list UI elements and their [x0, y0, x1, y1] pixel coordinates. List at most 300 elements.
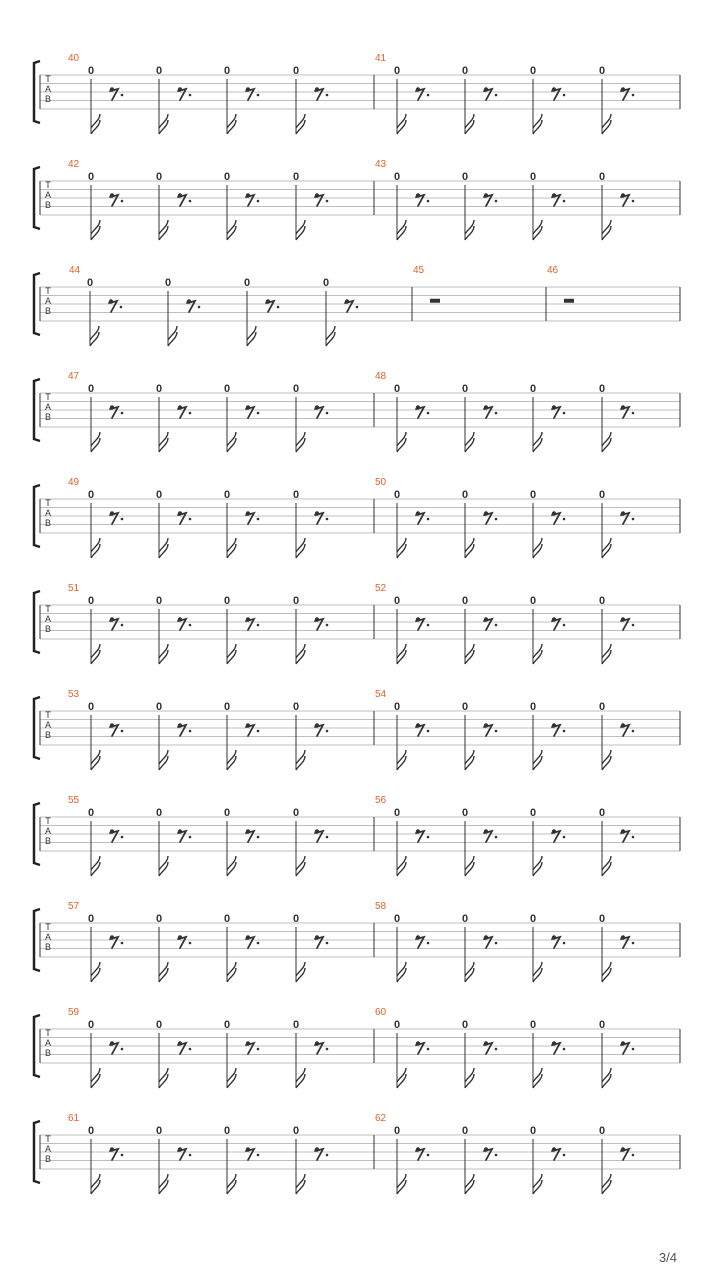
rest-stem — [416, 937, 424, 948]
fret-number: 0 — [155, 1019, 163, 1031]
rest-dot — [427, 1154, 430, 1157]
rest-stem — [484, 1043, 492, 1054]
note-flag — [296, 220, 305, 234]
rest-dot — [427, 200, 430, 203]
note-flag — [296, 538, 305, 552]
system-bracket — [34, 1121, 40, 1183]
rest-dot — [189, 730, 192, 733]
measure — [68, 689, 374, 770]
rest-dot — [632, 624, 635, 627]
tab-clef-letter: T — [45, 1134, 51, 1144]
note-flag — [326, 326, 335, 340]
whole-rest — [430, 299, 440, 303]
fret-number: 0 — [87, 1125, 95, 1137]
note-flag — [227, 1068, 236, 1082]
system-bracket — [34, 379, 40, 441]
rest-stem — [621, 407, 629, 418]
measure — [375, 53, 680, 134]
rest-dot — [121, 94, 124, 97]
rest-stem — [416, 1149, 424, 1160]
measure — [375, 795, 680, 876]
rest-stem — [552, 619, 560, 630]
fret-number: 0 — [461, 489, 469, 501]
fret-number: 0 — [155, 65, 163, 77]
tab-clef-letter: T — [45, 816, 51, 826]
tab-clef-letter: T — [45, 604, 51, 614]
tab-clef-letter: B — [44, 94, 52, 104]
rest-stem — [178, 1149, 186, 1160]
fret-number: 0 — [461, 1019, 469, 1031]
note-flag — [533, 962, 542, 976]
fret-number: 0 — [393, 807, 401, 819]
tab-clef-letter: T — [45, 74, 51, 84]
note-flag — [296, 1174, 305, 1188]
note-flag — [465, 962, 474, 976]
rest-stem — [552, 1043, 560, 1054]
note-flag — [533, 750, 542, 764]
tab-clef-letter: T — [45, 286, 51, 296]
rest-dot — [427, 942, 430, 945]
rest-dot — [356, 306, 359, 309]
note-flag — [90, 326, 99, 340]
rest-stem — [315, 937, 323, 948]
note-flag — [397, 856, 406, 870]
tab-clef-letter: A — [44, 614, 52, 624]
rest-dot — [563, 200, 566, 203]
note-flag — [159, 1174, 168, 1188]
measure — [375, 159, 680, 240]
rest-stem — [266, 301, 274, 312]
staff-system — [34, 689, 680, 770]
note-flag — [159, 1068, 168, 1082]
rest-dot — [495, 836, 498, 839]
rest-stem — [416, 513, 424, 524]
rest-stem — [110, 1043, 118, 1054]
rest-stem — [416, 1043, 424, 1054]
fret-number: 0 — [155, 913, 163, 925]
rest-dot — [326, 94, 329, 97]
tab-clef-letter: T — [45, 498, 51, 508]
system-bracket — [34, 273, 40, 335]
rest-stem — [416, 407, 424, 418]
measure-number: 60 — [375, 1007, 387, 1018]
rest-stem — [484, 1149, 492, 1160]
note-flag — [602, 856, 611, 870]
rest-dot — [121, 730, 124, 733]
rest-dot — [121, 200, 124, 203]
note-flag — [227, 644, 236, 658]
fret-number: 0 — [155, 171, 163, 183]
fret-number: 0 — [292, 807, 300, 819]
rest-dot — [427, 518, 430, 521]
rest-stem — [110, 1149, 118, 1160]
system-bracket — [34, 1015, 40, 1077]
page-number: 3/4 — [658, 1250, 677, 1265]
rest-dot — [326, 518, 329, 521]
rest-dot — [632, 518, 635, 521]
note-flag — [602, 644, 611, 658]
tab-clef-letter: T — [45, 922, 51, 932]
rest-stem — [552, 831, 560, 842]
rest-stem — [416, 725, 424, 736]
measure-number: 43 — [375, 159, 387, 170]
system-bracket — [34, 591, 40, 653]
rest-dot — [427, 412, 430, 415]
note-flag — [227, 538, 236, 552]
rest-stem — [315, 725, 323, 736]
rest-dot — [495, 942, 498, 945]
rest-stem — [246, 831, 254, 842]
fret-number: 0 — [393, 65, 401, 77]
note-flag — [397, 750, 406, 764]
rest-stem — [178, 725, 186, 736]
system-bracket — [34, 697, 40, 759]
rest-dot — [326, 1154, 329, 1157]
rest-stem — [621, 89, 629, 100]
fret-number: 0 — [529, 807, 537, 819]
rest-stem — [246, 513, 254, 524]
rest-dot — [257, 836, 260, 839]
fret-number: 0 — [223, 1125, 231, 1137]
rest-dot — [121, 624, 124, 627]
fret-number: 0 — [598, 489, 606, 501]
rest-stem — [315, 831, 323, 842]
note-flag — [159, 962, 168, 976]
system-bracket — [34, 61, 40, 123]
measure — [375, 477, 680, 558]
note-flag — [296, 962, 305, 976]
rest-stem — [621, 937, 629, 948]
rest-dot — [257, 942, 260, 945]
rest-dot — [427, 1048, 430, 1051]
measure — [68, 795, 374, 876]
note-flag — [465, 856, 474, 870]
rest-stem — [178, 619, 186, 630]
note-flag — [533, 1068, 542, 1082]
fret-number: 0 — [393, 383, 401, 395]
rest-stem — [484, 195, 492, 206]
rest-dot — [189, 94, 192, 97]
rest-stem — [246, 1043, 254, 1054]
note-flag — [397, 1068, 406, 1082]
rest-stem — [110, 725, 118, 736]
tab-clef-letter: A — [44, 932, 52, 942]
measure-number: 52 — [375, 583, 387, 594]
fret-number: 0 — [393, 489, 401, 501]
note-flag — [602, 750, 611, 764]
fret-number: 0 — [87, 595, 95, 607]
rest-stem — [246, 89, 254, 100]
fret-number: 0 — [223, 65, 231, 77]
rest-stem — [315, 89, 323, 100]
fret-number: 0 — [87, 807, 95, 819]
rest-dot — [257, 200, 260, 203]
note-flag — [159, 432, 168, 446]
measure-number: 50 — [375, 477, 387, 488]
fret-number: 0 — [155, 489, 163, 501]
tab-clef-letter: B — [44, 730, 52, 740]
fret-number: 0 — [155, 807, 163, 819]
measure-number: 53 — [68, 689, 80, 700]
rest-stem — [315, 1043, 323, 1054]
measure — [69, 265, 412, 346]
rest-dot — [495, 1154, 498, 1157]
rest-stem — [178, 1043, 186, 1054]
fret-number: 0 — [529, 595, 537, 607]
measure-number: 42 — [68, 159, 80, 170]
rest-stem — [178, 89, 186, 100]
rest-dot — [427, 624, 430, 627]
rest-stem — [552, 407, 560, 418]
rest-stem — [246, 937, 254, 948]
rest-stem — [416, 619, 424, 630]
tab-clef-letter: T — [45, 392, 51, 402]
measure-number: 59 — [68, 1007, 80, 1018]
fret-number: 0 — [86, 277, 94, 289]
measure — [375, 1007, 680, 1088]
rest-dot — [257, 624, 260, 627]
rest-stem — [552, 89, 560, 100]
measure — [375, 371, 680, 452]
rest-stem — [246, 195, 254, 206]
tab-clef-letter: A — [44, 1038, 52, 1048]
rest-dot — [121, 1154, 124, 1157]
rest-dot — [632, 200, 635, 203]
fret-number: 0 — [155, 1125, 163, 1137]
measure — [68, 477, 374, 558]
note-flag — [296, 114, 305, 128]
note-flag — [397, 432, 406, 446]
fret-number: 0 — [393, 1019, 401, 1031]
tab-clef-letter: A — [44, 190, 52, 200]
fret-number: 0 — [393, 913, 401, 925]
note-flag — [602, 962, 611, 976]
measure-number: 57 — [68, 901, 80, 912]
rest-dot — [326, 1048, 329, 1051]
measure-number: 51 — [68, 583, 80, 594]
fret-number: 0 — [393, 701, 401, 713]
rest-stem — [416, 195, 424, 206]
fret-number: 0 — [322, 277, 330, 289]
note-flag — [602, 432, 611, 446]
rest-stem — [621, 195, 629, 206]
fret-number: 0 — [529, 1125, 537, 1137]
rest-stem — [315, 407, 323, 418]
note-flag — [91, 432, 100, 446]
fret-number: 0 — [292, 913, 300, 925]
measure-number: 44 — [69, 265, 81, 276]
rest-stem — [621, 725, 629, 736]
rest-stem — [315, 619, 323, 630]
rest-stem — [484, 407, 492, 418]
rest-dot — [632, 836, 635, 839]
fret-number: 0 — [529, 1019, 537, 1031]
fret-number: 0 — [598, 807, 606, 819]
rest-dot — [563, 730, 566, 733]
tab-clef-letter: B — [44, 306, 52, 316]
measure-number: 58 — [375, 901, 387, 912]
rest-dot — [257, 1154, 260, 1157]
rest-dot — [277, 306, 280, 309]
measure — [68, 901, 374, 982]
fret-number: 0 — [529, 913, 537, 925]
note-flag — [159, 644, 168, 658]
fret-number: 0 — [223, 807, 231, 819]
rest-dot — [495, 518, 498, 521]
note-flag — [533, 856, 542, 870]
fret-number: 0 — [393, 171, 401, 183]
rest-dot — [563, 942, 566, 945]
rest-dot — [257, 1048, 260, 1051]
rest-stem — [621, 513, 629, 524]
note-flag — [227, 432, 236, 446]
note-flag — [91, 962, 100, 976]
rest-dot — [495, 624, 498, 627]
fret-number: 0 — [155, 595, 163, 607]
measure — [375, 1113, 680, 1194]
fret-number: 0 — [292, 65, 300, 77]
fret-number: 0 — [223, 383, 231, 395]
tab-clef-letter: A — [44, 296, 52, 306]
measure-number: 41 — [375, 53, 387, 64]
measure — [375, 901, 680, 982]
fret-number: 0 — [529, 701, 537, 713]
fret-number: 0 — [292, 1125, 300, 1137]
fret-number: 0 — [223, 489, 231, 501]
rest-stem — [315, 195, 323, 206]
tab-clef-letter: B — [44, 518, 52, 528]
rest-stem — [178, 937, 186, 948]
rest-dot — [563, 518, 566, 521]
fret-number: 0 — [393, 595, 401, 607]
tab-clef-letter: B — [44, 624, 52, 634]
rest-stem — [484, 619, 492, 630]
rest-stem — [110, 831, 118, 842]
note-flag — [533, 114, 542, 128]
fret-number: 0 — [461, 1125, 469, 1137]
measure-number: 49 — [68, 477, 80, 488]
tab-clef-letter: A — [44, 508, 52, 518]
note-flag — [397, 1174, 406, 1188]
tab-clef-letter: B — [44, 942, 52, 952]
rest-dot — [563, 624, 566, 627]
note-flag — [159, 114, 168, 128]
rest-dot — [189, 624, 192, 627]
rest-dot — [632, 1154, 635, 1157]
rest-stem — [416, 89, 424, 100]
rest-stem — [484, 513, 492, 524]
note-flag — [159, 538, 168, 552]
note-flag — [602, 1068, 611, 1082]
fret-number: 0 — [292, 1019, 300, 1031]
rest-dot — [563, 94, 566, 97]
note-flag — [602, 1174, 611, 1188]
fret-number: 0 — [87, 65, 95, 77]
rest-dot — [427, 94, 430, 97]
fret-number: 0 — [243, 277, 251, 289]
measure-number: 48 — [375, 371, 387, 382]
note-flag — [159, 856, 168, 870]
fret-number: 0 — [598, 913, 606, 925]
rest-stem — [246, 1149, 254, 1160]
rest-dot — [427, 730, 430, 733]
rest-stem — [621, 1043, 629, 1054]
rest-stem — [110, 195, 118, 206]
rest-stem — [552, 937, 560, 948]
fret-number: 0 — [223, 701, 231, 713]
note-flag — [533, 432, 542, 446]
rest-dot — [189, 836, 192, 839]
fret-number: 0 — [87, 489, 95, 501]
fret-number: 0 — [292, 489, 300, 501]
rest-stem — [110, 407, 118, 418]
fret-number: 0 — [598, 701, 606, 713]
staff-system — [34, 371, 680, 452]
staff-system — [34, 159, 680, 240]
fret-number: 0 — [292, 701, 300, 713]
note-flag — [91, 220, 100, 234]
staff-system — [34, 477, 680, 558]
fret-number: 0 — [598, 383, 606, 395]
note-flag — [159, 220, 168, 234]
measure — [375, 689, 680, 770]
rest-stem — [178, 407, 186, 418]
rest-dot — [121, 518, 124, 521]
rest-dot — [632, 1048, 635, 1051]
rest-stem — [552, 1149, 560, 1160]
fret-number: 0 — [87, 913, 95, 925]
note-flag — [602, 220, 611, 234]
rest-stem — [416, 831, 424, 842]
fret-number: 0 — [87, 1019, 95, 1031]
note-flag — [91, 1068, 100, 1082]
note-flag — [247, 326, 256, 340]
rest-dot — [257, 730, 260, 733]
measure — [68, 159, 374, 240]
rest-dot — [189, 1048, 192, 1051]
fret-number: 0 — [223, 913, 231, 925]
note-flag — [168, 326, 177, 340]
fret-number: 0 — [529, 383, 537, 395]
tab-clef-letter: B — [44, 836, 52, 846]
note-flag — [296, 644, 305, 658]
fret-number: 0 — [461, 65, 469, 77]
rest-dot — [257, 412, 260, 415]
note-flag — [397, 538, 406, 552]
note-flag — [296, 1068, 305, 1082]
tab-clef-letter: A — [44, 1144, 52, 1154]
rest-stem — [484, 937, 492, 948]
rest-dot — [326, 200, 329, 203]
fret-number: 0 — [292, 171, 300, 183]
rest-dot — [427, 836, 430, 839]
note-flag — [465, 1174, 474, 1188]
measure — [68, 1007, 374, 1088]
system-bracket — [34, 167, 40, 229]
rest-dot — [495, 730, 498, 733]
note-flag — [533, 538, 542, 552]
rest-stem — [110, 513, 118, 524]
note-flag — [227, 962, 236, 976]
system-bracket — [34, 803, 40, 865]
fret-number: 0 — [87, 383, 95, 395]
rest-stem — [246, 407, 254, 418]
note-flag — [533, 1174, 542, 1188]
rest-stem — [110, 937, 118, 948]
tab-clef-letter: T — [45, 710, 51, 720]
rest-dot — [495, 200, 498, 203]
tab-clef-letter: T — [45, 180, 51, 190]
